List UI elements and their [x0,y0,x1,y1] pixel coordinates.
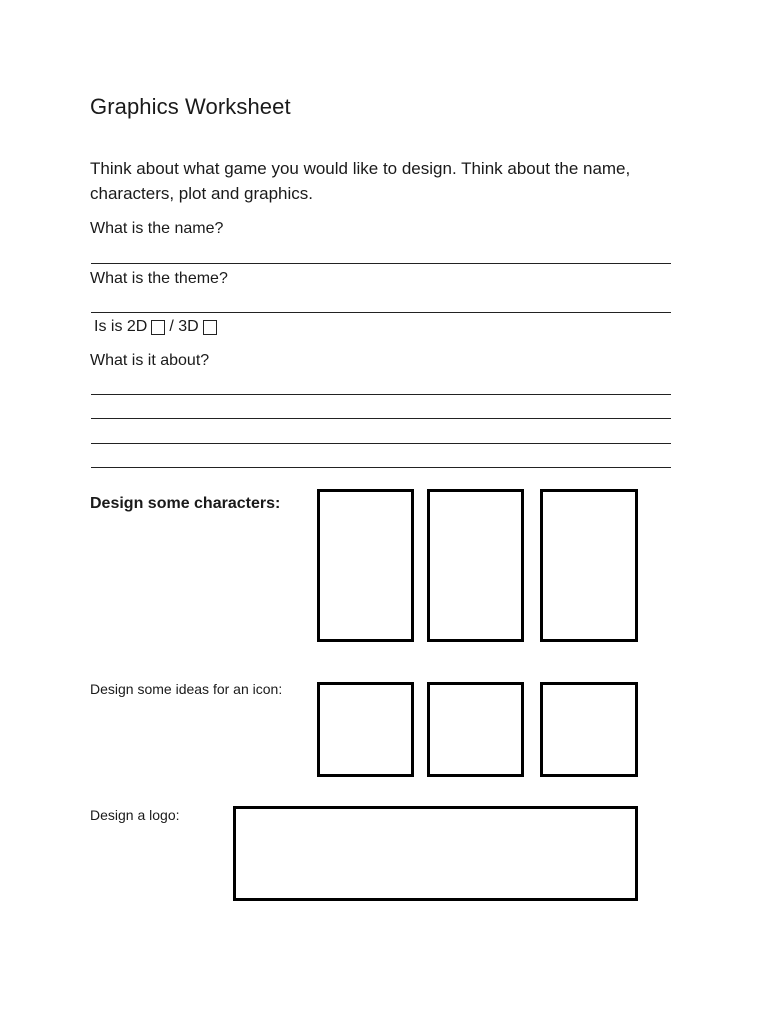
logo-drawing-box[interactable] [233,806,638,901]
icon-drawing-box[interactable] [317,682,414,777]
logo-prompt: Design a logo: [90,807,180,823]
dimension-separator: / 3D [169,318,199,335]
name-answer-line[interactable] [91,263,671,264]
dimension-choice [94,318,221,336]
name-prompt: What is the name? [90,220,224,237]
theme-prompt: What is the theme? [90,270,228,287]
checkbox-3d[interactable] [203,320,217,335]
icon-drawing-box[interactable] [427,682,524,777]
dimension-prefix: Is is 2D [94,318,148,335]
icon-prompt: Design some ideas for an icon: [90,681,283,697]
character-drawing-box[interactable] [540,489,638,642]
character-drawing-box[interactable] [427,489,524,642]
about-prompt: What is it about? [90,352,210,369]
theme-answer-line[interactable] [91,312,671,313]
checkbox-2d[interactable] [151,320,165,335]
about-answer-line[interactable] [91,467,671,468]
page-title: Graphics Worksheet [90,94,291,119]
icon-drawing-box[interactable] [540,682,638,777]
about-answer-line[interactable] [91,394,671,395]
about-answer-line[interactable] [91,418,671,419]
character-drawing-box[interactable] [317,489,414,642]
intro-text: Think about what game you would like to design. Think about the name, characters, plot and graphics. [90,159,631,203]
about-answer-line[interactable] [91,443,671,444]
characters-prompt: Design some characters: [90,495,281,512]
